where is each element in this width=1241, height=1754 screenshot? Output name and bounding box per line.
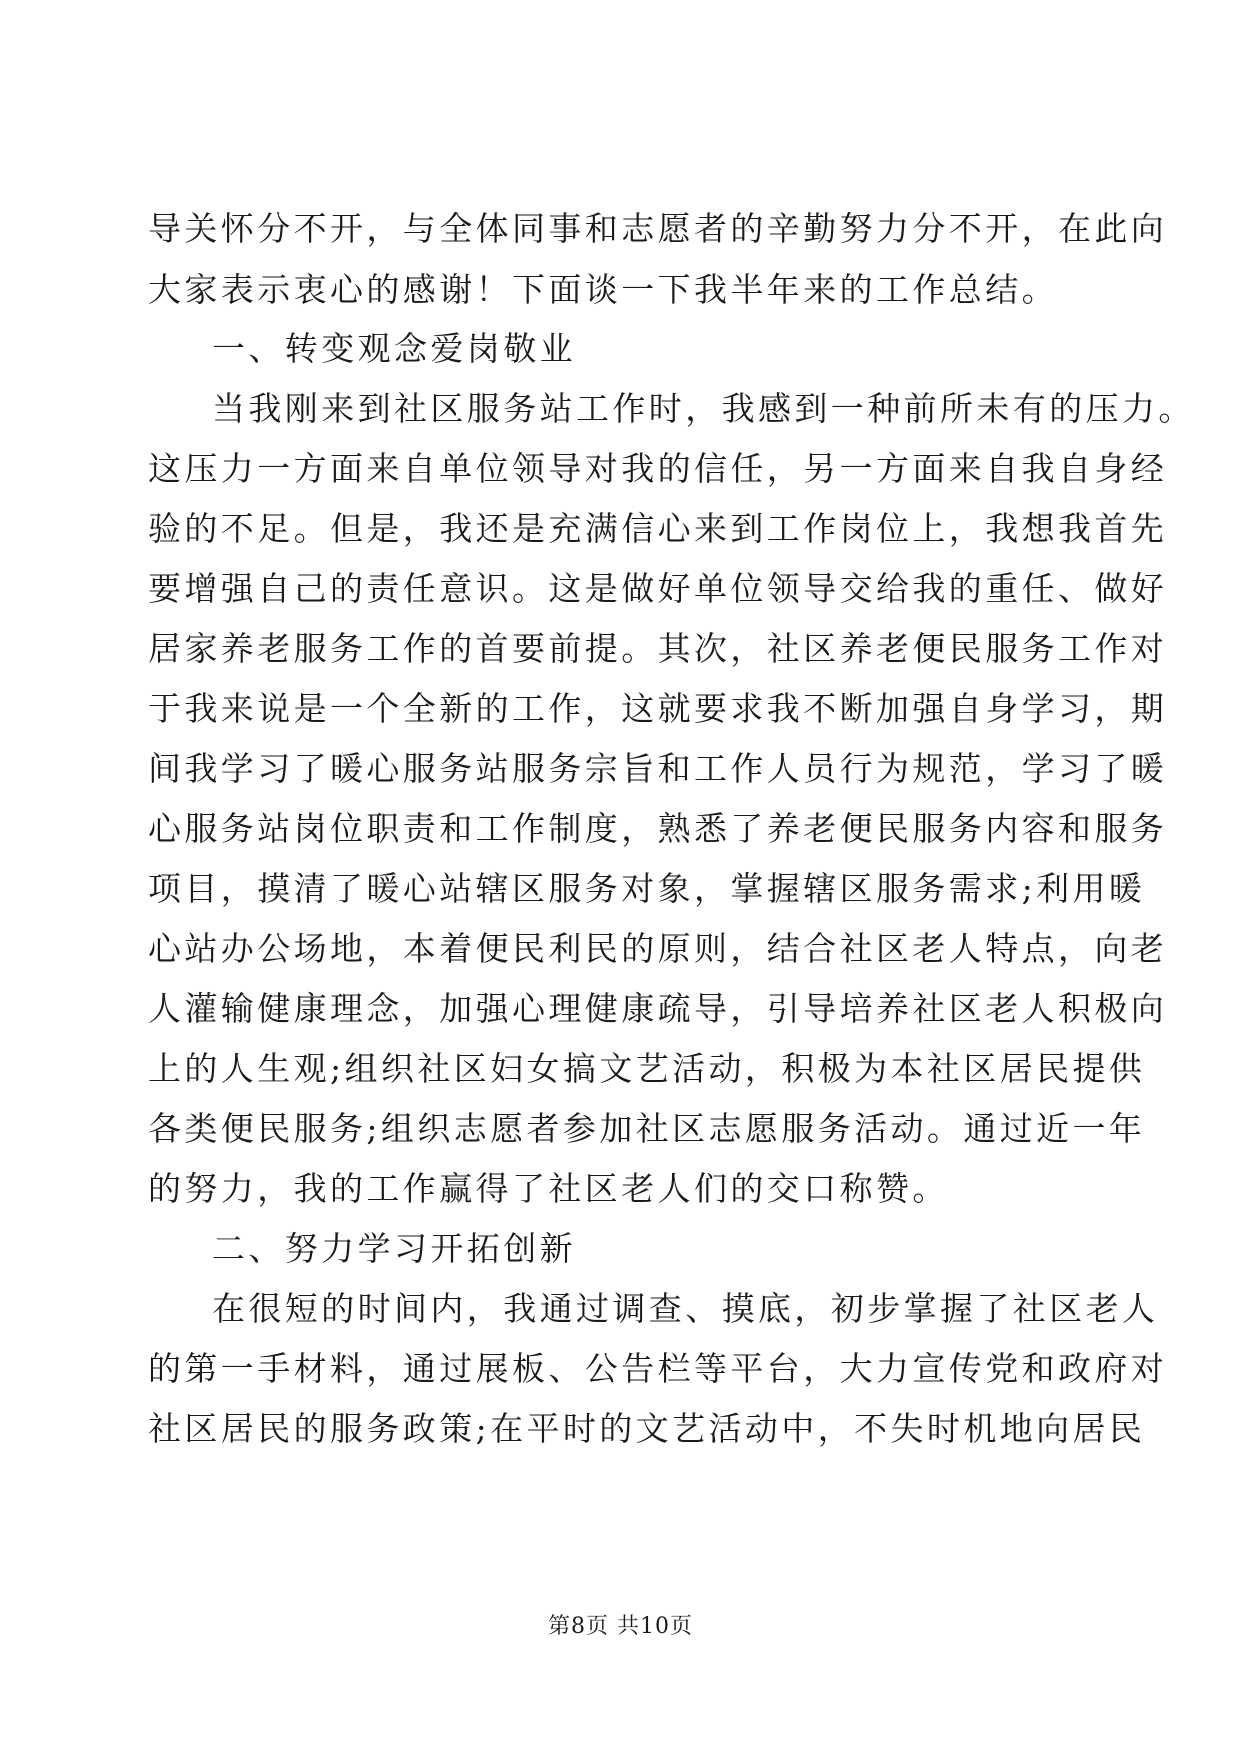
body-text-line: 这压力一方面来自单位领导对我的信任，另一方面来自我自身经	[148, 449, 1168, 488]
body-text-line: 上的人生观;组织社区妇女搞文艺活动，积极为本社区居民提供	[148, 1049, 1146, 1088]
body-text-line: 导关怀分不开，与全体同事和志愿者的辛勤努力分不开，在此向	[148, 209, 1168, 248]
body-text-line: 要增强自己的责任意识。这是做好单位领导交给我的重任、做好	[148, 569, 1168, 608]
body-text-line: 社区居民的服务政策;在平时的文艺活动中，不失时机地向居民	[148, 1409, 1146, 1448]
body-text-line: 在很短的时间内，我通过调查、摸底，初步掌握了社区老人	[212, 1289, 1159, 1328]
page-number-footer: 第8页 共10页	[548, 1614, 693, 1639]
body-text-line: 居家养老服务工作的首要前提。其次，社区养老便民服务工作对	[148, 629, 1168, 668]
body-text-line: 的努力，我的工作赢得了社区老人们的交口称赞。	[148, 1169, 949, 1208]
body-text-line: 人灌输健康理念，加强心理健康疏导，引导培养社区老人积极向	[148, 989, 1168, 1028]
body-text-line: 的第一手材料，通过展板、公告栏等平台，大力宣传党和政府对	[148, 1349, 1168, 1388]
body-text-line: 各类便民服务;组织志愿者参加社区志愿服务活动。通过近一年	[148, 1109, 1146, 1148]
body-text-line: 当我刚来到社区服务站工作时，我感到一种前所未有的压力。	[212, 389, 1195, 428]
body-text-line: 心站办公场地，本着便民利民的原则，结合社区老人特点，向老	[148, 929, 1168, 968]
body-text-line: 间我学习了暖心服务站服务宗旨和工作人员行为规范，学习了暖	[148, 749, 1168, 788]
body-text-line: 于我来说是一个全新的工作，这就要求我不断加强自身学习，期	[148, 689, 1168, 728]
section-heading: 一、转变观念爱岗敬业	[212, 329, 576, 368]
body-text-line: 心服务站岗位职责和工作制度，熟悉了养老便民服务内容和服务	[148, 809, 1168, 848]
body-text-line: 项目，摸清了暖心站辖区服务对象，掌握辖区服务需求;利用暖	[148, 869, 1146, 908]
section-heading: 二、努力学习开拓创新	[212, 1229, 576, 1268]
body-text-line: 验的不足。但是，我还是充满信心来到工作岗位上，我想我首先	[148, 509, 1168, 548]
body-text-line: 大家表示衷心的感谢！下面谈一下我半年来的工作总结。	[148, 270, 1058, 309]
